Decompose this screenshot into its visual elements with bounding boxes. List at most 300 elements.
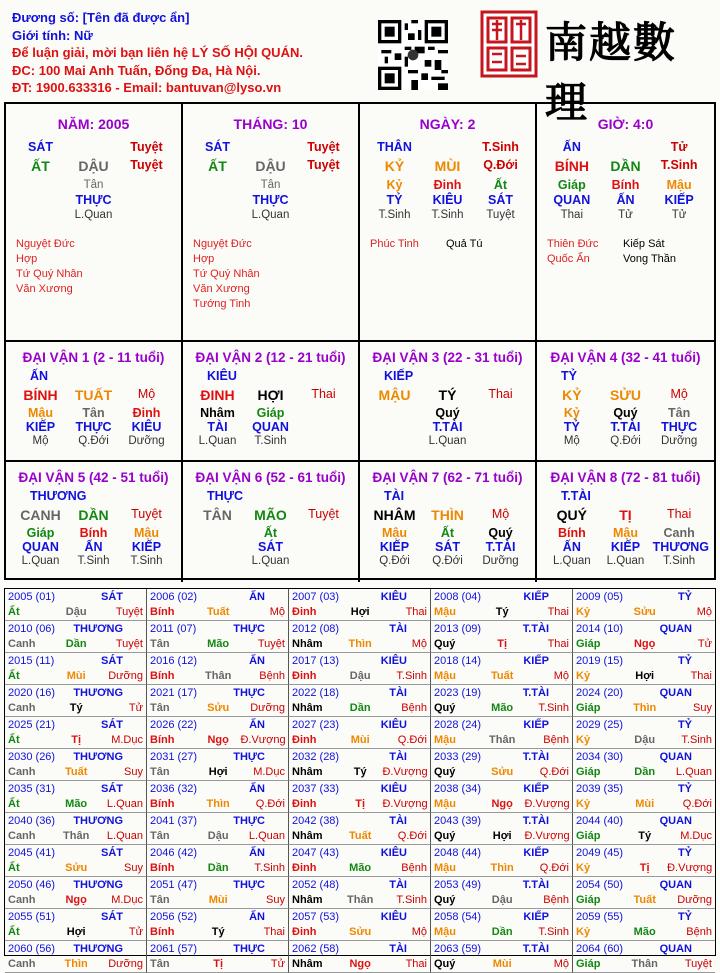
year-label: 2024 (20)	[576, 687, 624, 699]
hidden-life: Dưỡng	[660, 435, 698, 447]
year-life: Đ.Vượng	[382, 797, 428, 810]
year-branch: Mão	[349, 861, 372, 874]
year-cell	[289, 653, 431, 685]
year-life: M.Dục	[111, 893, 143, 906]
year-cell	[5, 685, 147, 717]
hidden-god: QUAN	[553, 193, 591, 207]
year-branch: Tý	[638, 829, 652, 842]
year-stem: Mậu	[434, 669, 456, 682]
year-cell	[573, 781, 715, 813]
pillar-cell	[360, 104, 537, 342]
year-branch: Dần	[65, 637, 87, 650]
star-name: Văn Xương	[16, 283, 73, 295]
year-cell	[5, 781, 147, 813]
year-branch: Mùi	[492, 957, 512, 970]
year-label: 2044 (40)	[576, 815, 624, 827]
year-god: THỰC	[233, 879, 265, 891]
year-god: ẤN	[249, 591, 265, 603]
hidden-god: THỰC	[75, 193, 112, 207]
year-label: 2063 (59)	[434, 943, 482, 955]
year-branch: Mão	[633, 925, 656, 938]
year-life: Dưỡng	[108, 669, 143, 682]
year-branch: Dậu	[349, 669, 371, 682]
year-label: 2055 (51)	[8, 911, 56, 923]
year-cell	[147, 685, 289, 717]
year-cell	[5, 653, 147, 685]
stars-list	[16, 237, 181, 297]
year-stem: Đinh	[292, 925, 317, 938]
year-label: 2060 (56)	[8, 943, 56, 955]
year-label: 2019 (15)	[576, 655, 624, 667]
pillar-branch: DẦN	[610, 158, 641, 174]
year-cell	[573, 653, 715, 685]
dai-van-branch: HỢI	[257, 387, 284, 403]
hidden-stem: Mậu	[134, 526, 159, 540]
year-life: Tử	[128, 701, 143, 714]
year-god: T.TÀI	[522, 687, 549, 699]
year-cell	[289, 941, 431, 973]
hidden-god: TỶ	[386, 193, 403, 207]
year-branch: Hợi	[635, 669, 655, 682]
year-stem: Canh	[8, 957, 36, 970]
hidden-stem: Kỷ	[563, 406, 580, 420]
year-stem: Ất	[8, 861, 20, 874]
year-life: T.Sinh	[396, 893, 427, 906]
year-branch: Tị	[355, 797, 366, 810]
year-life: Suy	[124, 765, 143, 778]
year-label: 2046 (42)	[150, 847, 198, 859]
dai-van-god: KIẾP	[384, 369, 414, 383]
dai-van-branch: MÃO	[254, 507, 287, 523]
hidden-god: ẤN	[562, 540, 581, 554]
star-name: Tướng Tinh	[193, 298, 251, 310]
year-god: KIẾP	[523, 911, 549, 923]
hidden-stem: Bính	[611, 178, 640, 192]
year-stem: Canh	[8, 701, 36, 714]
dai-van-life: Tuyệt	[131, 507, 162, 521]
year-life: Mộ	[553, 669, 569, 682]
year-god: THƯƠNG	[73, 751, 123, 763]
year-stem: Tân	[150, 765, 170, 778]
hidden-stem: Tân	[260, 179, 281, 191]
year-god: TÀI	[389, 751, 407, 763]
year-life: Suy	[124, 861, 143, 874]
year-stem: Ất	[8, 733, 20, 746]
year-god: THỰC	[233, 623, 265, 635]
hidden-life: L.Quan	[428, 435, 467, 447]
year-label: 2005 (01)	[8, 591, 56, 603]
year-branch: Thân	[631, 957, 658, 970]
year-god: KIẾP	[523, 719, 549, 731]
stars-list	[370, 237, 535, 252]
year-life: Bệnh	[401, 701, 427, 714]
year-label: 2034 (30)	[576, 751, 624, 763]
year-label: 2041 (37)	[150, 815, 198, 827]
year-label: 2037 (33)	[292, 783, 340, 795]
year-stem: Canh	[8, 765, 36, 778]
year-branch: Mão	[65, 797, 88, 810]
year-stem: Quý	[434, 893, 456, 906]
year-life: Bệnh	[401, 861, 427, 874]
hidden-life: Q.Đới	[610, 435, 641, 447]
year-god: THỰC	[233, 687, 265, 699]
year-god: ẤN	[249, 911, 265, 923]
pillar-branch: DẬU	[78, 158, 109, 174]
star-name: Tứ Quý Nhân	[193, 268, 260, 280]
year-god: THƯƠNG	[73, 687, 123, 699]
year-branch: Dậu	[491, 893, 513, 906]
dai-van-god: T.TÀI	[561, 489, 591, 503]
year-stem: Bính	[150, 861, 175, 874]
year-cell	[5, 909, 147, 941]
year-label: 2049 (45)	[576, 847, 624, 859]
hidden-stem: Giáp	[256, 406, 285, 420]
year-label: 2013 (09)	[434, 623, 482, 635]
year-life: Dưỡng	[677, 893, 712, 906]
year-god: QUAN	[659, 879, 692, 891]
dai-van-cell	[183, 342, 360, 462]
year-life: Q.Đới	[397, 733, 427, 746]
year-life: Bệnh	[686, 925, 712, 938]
year-life: Tuyệt	[115, 637, 143, 650]
year-branch: Mùi	[350, 733, 370, 746]
year-branch: Tý	[211, 925, 225, 938]
year-label: 2008 (04)	[434, 591, 482, 603]
year-label: 2045 (41)	[8, 847, 56, 859]
pillar-branch-life: T.Sinh	[660, 158, 698, 172]
red-seal-icon	[480, 10, 538, 78]
year-cell	[289, 845, 431, 877]
hidden-stem: Mậu	[28, 406, 53, 420]
year-stem: Đinh	[292, 669, 317, 682]
year-label: 2036 (32)	[150, 783, 198, 795]
hidden-god: THỰC	[75, 420, 112, 434]
year-cell	[5, 621, 147, 653]
year-cell	[147, 781, 289, 813]
dai-van-life: Mộ	[670, 387, 688, 401]
hidden-god: TỶ	[563, 420, 580, 434]
year-branch: Dần	[634, 765, 656, 778]
year-branch: Thân	[205, 669, 232, 682]
hidden-god: T.TÀI	[432, 420, 463, 434]
dai-van-god: TÀI	[384, 489, 405, 503]
year-branch: Sửu	[491, 765, 514, 778]
year-branch: Thìn	[64, 957, 88, 970]
dai-van-title: ĐẠI VẬN 7 (62 - 71 tuổi)	[372, 470, 523, 485]
year-label: 2006 (02)	[150, 591, 198, 603]
year-cell	[147, 941, 289, 973]
pillar-life: Tuyệt	[307, 140, 340, 154]
year-cell	[147, 717, 289, 749]
year-god: TÀI	[389, 623, 407, 635]
year-label: 2015 (11)	[8, 655, 55, 667]
year-stem: Nhâm	[292, 765, 323, 778]
year-cell	[573, 685, 715, 717]
year-label: 2064 (60)	[576, 943, 624, 955]
year-branch: Dậu	[634, 733, 656, 746]
year-god: SÁT	[101, 911, 123, 923]
year-stem: Kỷ	[576, 797, 591, 810]
year-god: SÁT	[101, 847, 123, 859]
dai-van-title: ĐẠI VẬN 5 (42 - 51 tuổi)	[18, 470, 169, 485]
year-god: THƯƠNG	[73, 815, 123, 827]
year-cell	[431, 813, 573, 845]
year-life: M.Dục	[253, 765, 285, 778]
dai-van-god: THƯƠNG	[30, 489, 87, 503]
hidden-life: Dưỡng	[128, 435, 165, 447]
pillar-life: Tuyệt	[130, 140, 163, 154]
year-life: T.Sinh	[538, 925, 569, 938]
year-label: 2025 (21)	[8, 719, 56, 731]
year-stem: Ất	[8, 605, 20, 618]
year-label: 2062 (58)	[292, 943, 340, 955]
year-life: L.Quan	[106, 829, 143, 842]
year-branch: Tý	[69, 701, 83, 714]
year-life: Tử	[128, 925, 143, 938]
hidden-god: THỰC	[661, 420, 698, 434]
year-god: QUAN	[659, 687, 692, 699]
year-cell	[289, 909, 431, 941]
hidden-life: L.Quan	[251, 555, 290, 567]
year-cell	[289, 877, 431, 909]
year-stem: Kỷ	[576, 733, 591, 746]
year-cell	[147, 813, 289, 845]
year-branch: Dần	[207, 861, 229, 874]
year-label: 2029 (25)	[576, 719, 624, 731]
year-god: KIÊU	[380, 783, 407, 795]
star-name: Nguyệt Đức Hợp	[16, 238, 75, 265]
year-cell	[5, 589, 147, 621]
year-branch: Sửu	[65, 861, 88, 874]
dai-van-branch: TÝ	[438, 387, 457, 403]
pillar-cell	[537, 104, 714, 342]
year-stem: Quý	[434, 765, 456, 778]
dai-van-stem: QUÝ	[556, 507, 587, 523]
dai-van-title: ĐẠI VẬN 6 (52 - 61 tuổi)	[195, 470, 346, 485]
dai-van-cell	[6, 462, 183, 582]
year-life: L.Quan	[675, 765, 712, 778]
year-god: ẤN	[249, 719, 265, 731]
year-branch: Hợi	[492, 829, 512, 842]
hidden-god: SÁT	[488, 193, 513, 207]
year-god: T.TÀI	[522, 751, 549, 763]
year-branch: Mão	[491, 701, 514, 714]
stars-list	[193, 237, 358, 312]
year-stem: Canh	[8, 637, 36, 650]
year-cell	[5, 941, 147, 973]
year-stem: Ất	[8, 925, 20, 938]
year-label: 2020 (16)	[8, 687, 56, 699]
hidden-stem: Quý	[488, 526, 513, 540]
year-cell	[289, 621, 431, 653]
year-branch: Mùi	[635, 797, 655, 810]
year-life: Q.Đới	[397, 829, 427, 842]
year-cell	[573, 877, 715, 909]
dai-van-title: ĐẠI VẬN 3 (22 - 31 tuổi)	[372, 350, 523, 365]
year-life: Đ.Vượng	[524, 829, 570, 842]
logo-text: 南越數理	[545, 18, 678, 127]
year-life: L.Quan	[106, 797, 143, 810]
year-stem: Nhâm	[292, 829, 323, 842]
star-name: Phúc Tinh	[370, 238, 419, 250]
year-cell	[5, 877, 147, 909]
hidden-life: L.Quan	[74, 209, 113, 221]
hidden-life: T.Sinh	[378, 209, 411, 221]
year-life: Thai	[263, 925, 285, 938]
hidden-stem: Quý	[613, 406, 638, 420]
hidden-life: Q.Đới	[379, 555, 410, 567]
year-life: Tuyệt	[115, 605, 143, 618]
year-life: Dưỡng	[250, 701, 285, 714]
year-life: Đ.Vượng	[667, 861, 713, 874]
year-label: 2007 (03)	[292, 591, 340, 603]
year-label: 2039 (35)	[576, 783, 624, 795]
year-cell	[147, 749, 289, 781]
hidden-stem: Bính	[557, 526, 586, 540]
year-label: 2010 (06)	[8, 623, 56, 635]
year-branch: Thân	[347, 893, 374, 906]
year-cell	[573, 717, 715, 749]
dai-van-title: ĐẠI VẬN 8 (72 - 81 tuổi)	[550, 470, 701, 485]
year-life: Bệnh	[543, 733, 569, 746]
year-god: TÀI	[389, 943, 407, 955]
year-stem: Đinh	[292, 733, 317, 746]
year-life: Dưỡng	[108, 957, 143, 970]
year-stem: Tân	[150, 957, 170, 970]
hidden-stem: Tân	[83, 179, 104, 191]
year-branch: Sửu	[349, 925, 372, 938]
year-god: TỶ	[677, 591, 692, 603]
dai-van-stem: TÂN	[203, 507, 232, 523]
year-label: 2014 (10)	[576, 623, 624, 635]
year-branch: Sửu	[633, 605, 656, 618]
year-cell	[5, 749, 147, 781]
chart-grid	[4, 102, 716, 580]
hidden-stem: Nhâm	[200, 406, 235, 420]
hidden-life: T.Sinh	[130, 555, 163, 567]
year-stem: Giáp	[576, 765, 601, 778]
hidden-stem: Đinh	[433, 178, 462, 192]
year-stem: Tân	[150, 701, 170, 714]
year-god: QUAN	[659, 623, 692, 635]
year-label: 2042 (38)	[292, 815, 340, 827]
hidden-god: THƯƠNG	[652, 540, 710, 554]
year-god: KIẾP	[523, 655, 549, 667]
dai-van-life: Mộ	[491, 507, 510, 521]
dai-van-stem: BÍNH	[23, 387, 58, 403]
year-cell	[5, 813, 147, 845]
year-branch: Hợi	[66, 925, 86, 938]
hidden-god: KIẾP	[664, 193, 694, 207]
year-stem: Ất	[8, 797, 20, 810]
hidden-god: T.TÀI	[610, 420, 641, 434]
star-name: Kiếp Sát	[623, 238, 665, 250]
hidden-life: T.Sinh	[431, 209, 464, 221]
year-cell	[573, 621, 715, 653]
year-label: 2050 (46)	[8, 879, 56, 891]
pillar-life: T.Sinh	[482, 140, 519, 154]
year-life: Tử	[697, 637, 712, 650]
year-branch: Mùi	[208, 893, 228, 906]
stars-list	[547, 237, 714, 267]
year-stem: Giáp	[576, 829, 601, 842]
year-life: T.Sinh	[681, 733, 712, 746]
year-stem: Giáp	[576, 957, 601, 970]
hidden-life: Mộ	[563, 435, 580, 447]
year-cell	[431, 621, 573, 653]
year-stem: Kỷ	[576, 605, 591, 618]
year-cell	[431, 749, 573, 781]
owner-line: Đương số: [Tên đã được ẩn]	[12, 10, 190, 25]
year-life: Tử	[270, 957, 285, 970]
year-cell	[289, 781, 431, 813]
dai-van-cell	[360, 462, 537, 582]
hidden-stem: Giáp	[557, 178, 586, 192]
year-life: Q.Đới	[539, 861, 569, 874]
year-stem: Canh	[8, 893, 36, 906]
year-branch: Thân	[63, 829, 90, 842]
year-life: Bệnh	[259, 669, 285, 682]
year-cell	[431, 909, 573, 941]
star-name: Quốc Ấn	[547, 253, 590, 265]
pillar-branch: MÙI	[434, 158, 461, 174]
dai-van-branch: TUẤT	[74, 387, 113, 403]
year-cell	[5, 845, 147, 877]
year-branch: Thìn	[633, 701, 657, 714]
year-stem: Tân	[150, 829, 170, 842]
hidden-life: L.Quan	[198, 435, 237, 447]
dai-van-life: Thai	[311, 387, 336, 401]
dai-van-god: THỰC	[207, 489, 244, 503]
year-branch: Tuất	[633, 893, 656, 906]
qr-code-icon	[378, 20, 448, 90]
year-god: THỰC	[233, 815, 265, 827]
year-cell	[573, 941, 715, 973]
year-god: KIẾP	[523, 783, 549, 795]
pillar-god: THÂN	[377, 140, 412, 154]
year-branch: Dậu	[65, 605, 87, 618]
star-name: Quả Tú	[446, 238, 483, 250]
year-life: Mộ	[411, 637, 427, 650]
hidden-stem: Quý	[435, 406, 460, 420]
year-stem: Canh	[8, 829, 36, 842]
hidden-god: SÁT	[258, 540, 283, 554]
hidden-stem: Mậu	[666, 178, 692, 192]
address-line: ĐC: 100 Mai Anh Tuấn, Đống Đa, Hà Nội.	[12, 62, 261, 78]
hidden-stem: Giáp	[26, 526, 55, 540]
pillar-title: NĂM: 2005	[57, 116, 130, 132]
year-label: 2021 (17)	[150, 687, 198, 699]
year-stem: Giáp	[576, 637, 601, 650]
year-label: 2030 (26)	[8, 751, 56, 763]
year-cell	[431, 941, 573, 973]
dai-van-branch: DẦN	[78, 507, 109, 523]
year-stem: Mậu	[434, 797, 456, 810]
hidden-god: KIẾP	[25, 420, 56, 434]
year-stem: Ất	[8, 669, 20, 682]
dai-van-title: ĐẠI VẬN 1 (2 - 11 tuổi)	[22, 350, 165, 365]
year-branch: Ngọ	[65, 893, 87, 906]
year-stem: Nhâm	[292, 637, 323, 650]
year-god: KIÊU	[380, 591, 407, 603]
year-god: KIÊU	[380, 847, 407, 859]
hidden-god: QUAN	[22, 540, 59, 554]
year-branch: Tý	[495, 605, 509, 618]
year-label: 2011 (07)	[150, 623, 197, 635]
year-god: TỶ	[677, 847, 692, 859]
year-cell	[431, 685, 573, 717]
pillar-title: NGÀY: 2	[419, 116, 476, 132]
